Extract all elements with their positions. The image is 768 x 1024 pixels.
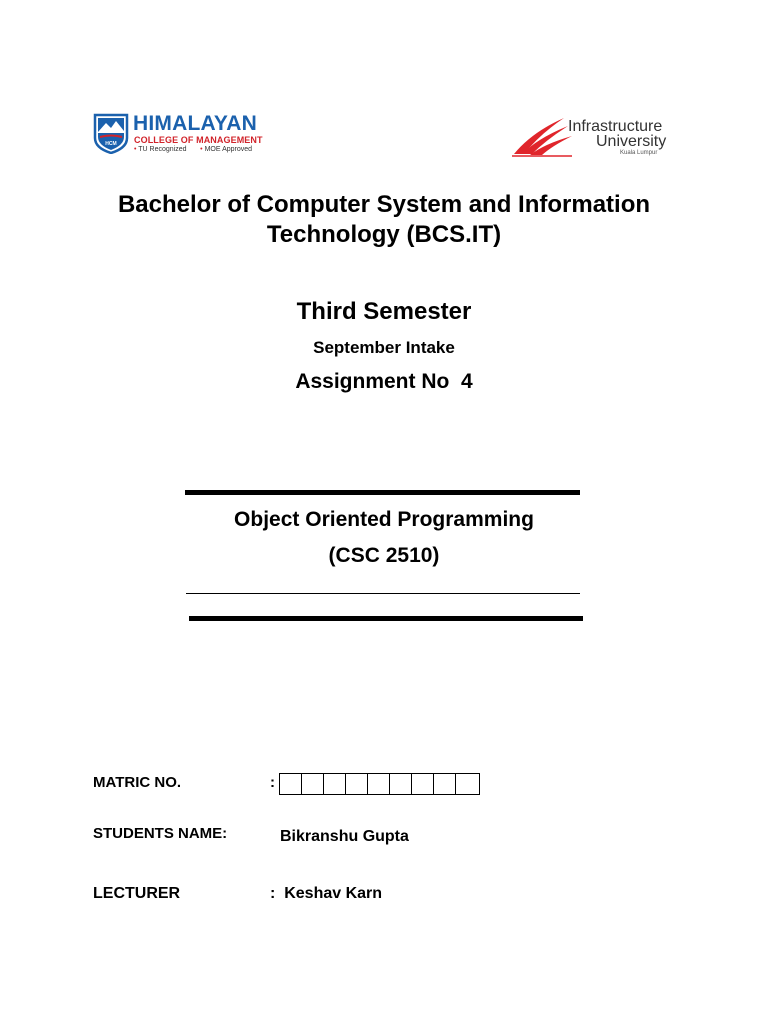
matric-digit-box[interactable] (456, 774, 479, 794)
matric-digit-box[interactable] (280, 774, 302, 794)
student-name-label: STUDENTS NAME: (93, 825, 228, 842)
shield-icon (93, 112, 129, 154)
assignment-heading: Assignment No 4 (295, 370, 473, 393)
badge-tu: TU Recognized (138, 146, 187, 153)
matric-digit-box[interactable] (324, 774, 346, 794)
matric-colon: : (270, 774, 275, 791)
matric-digit-box[interactable] (434, 774, 456, 794)
course-code: (CSC 2510) (328, 544, 440, 567)
course-name: Object Oriented Programming (234, 508, 534, 531)
himalayan-recognition: • TU Recognized • MOE Approved (134, 146, 253, 153)
shield-text: HCM (105, 141, 117, 147)
matric-boxes[interactable] (279, 773, 480, 795)
matric-digit-box[interactable] (302, 774, 324, 794)
lecturer-label: LECTURER (93, 885, 181, 902)
program-title (0, 190, 768, 250)
matric-digit-box[interactable] (346, 774, 368, 794)
lecturer-value: : Keshav Karn (270, 885, 383, 902)
top-divider (185, 490, 580, 495)
program-title-line1: Bachelor of Computer System and Information (117, 191, 651, 218)
himalayan-name: HIMALAYAN (133, 112, 257, 135)
thin-divider (186, 593, 580, 594)
semester-heading: Third Semester (296, 298, 472, 325)
himalayan-subtitle: COLLEGE OF MANAGEMENT (134, 135, 263, 145)
matric-digit-box[interactable] (412, 774, 434, 794)
iu-name-line1: Infrastructure (568, 118, 663, 135)
himalayan-logo (93, 112, 263, 156)
badge-moe: MOE Approved (204, 146, 253, 153)
matric-label: MATRIC NO. (93, 774, 182, 791)
matric-digit-box[interactable] (390, 774, 412, 794)
swoosh-icon (512, 114, 574, 158)
intake-heading: September Intake (313, 338, 455, 357)
bottom-divider (189, 616, 583, 621)
iu-name-line2: University (596, 133, 667, 150)
program-title-line2: Technology (BCS.IT) (266, 221, 502, 248)
matric-digit-box[interactable] (368, 774, 390, 794)
infrastructure-university-logo (512, 114, 682, 160)
student-name-value: Bikranshu Gupta (280, 828, 409, 845)
iu-name-line3: Kuala Lumpur (620, 150, 658, 156)
